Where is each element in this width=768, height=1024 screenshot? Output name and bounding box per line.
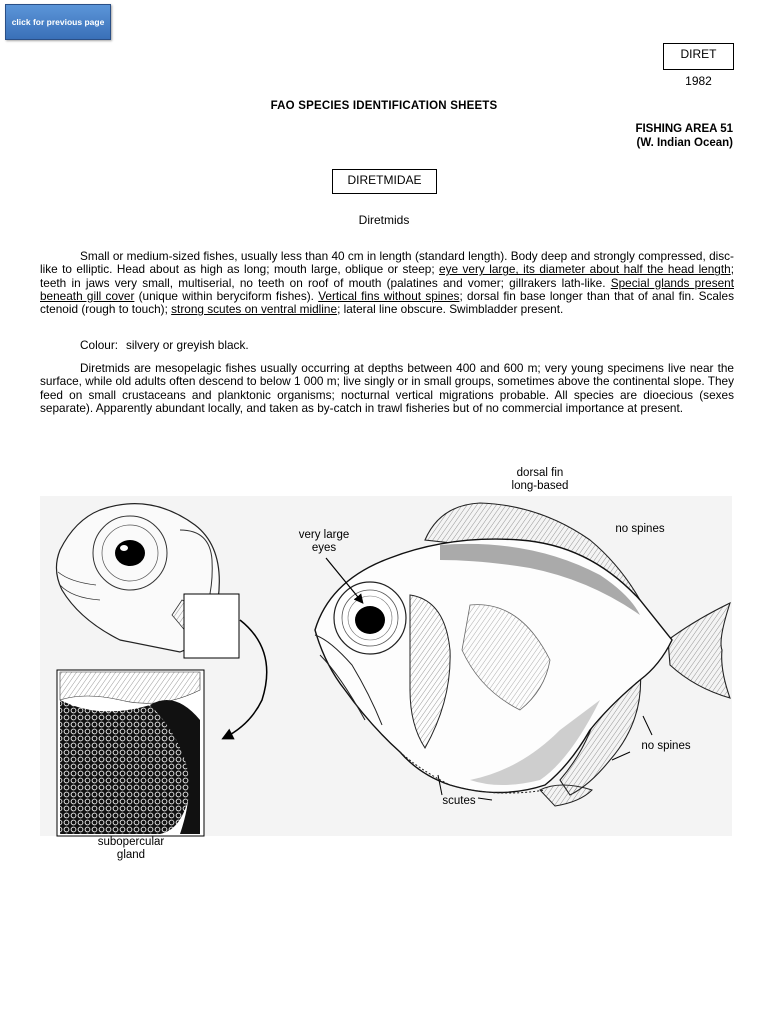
colour-label: Colour: bbox=[80, 338, 119, 352]
inset-marker-box bbox=[184, 594, 239, 658]
detail-eye-icon bbox=[115, 540, 145, 566]
common-name: Diretmids bbox=[358, 213, 410, 227]
gland-label-line1: subopercular bbox=[97, 836, 165, 848]
colour-value: silvery or greyish black. bbox=[126, 338, 249, 352]
dorsal-fin-label-line1: dorsal fin bbox=[516, 467, 564, 479]
eyes-label-line2: eyes bbox=[311, 541, 337, 554]
eyes-label bbox=[286, 529, 362, 554]
no-spines-label-anal: no spines bbox=[641, 740, 691, 752]
gland-label-line2: gland bbox=[116, 848, 146, 861]
sheet-year: 1982 bbox=[685, 74, 712, 88]
diag-underlined-3: Vertical fins without spines bbox=[318, 288, 460, 303]
fishing-area-name: FISHING AREA 51 bbox=[635, 123, 733, 135]
diag-underlined-2: Special glands present beneath gill cover bbox=[40, 275, 735, 303]
main-eye-icon bbox=[355, 606, 385, 634]
fishing-area-region: (W. Indian Ocean) bbox=[636, 137, 733, 149]
diag-text-1: Small or medium-sized fishes, usually less than 40 cm in length (standard length). Body deep and strongly compressed, disc-like to elliptic. Head about as high as long; mouth large, oblique or steep; bbox=[40, 249, 734, 277]
page-title: FAO SPECIES IDENTIFICATION SHEETS bbox=[270, 100, 498, 112]
dorsal-fin-label-line2: long-based bbox=[511, 479, 569, 492]
biology-text: Diretmids are mesopelagic fishes usually occurring at depths between 400 and 600 m; very young specimens live near the surface, while old adults often descend to below 1 000 m; live singly or in small groups, sometimes above the continental slope. They feed on small crustaceans and planktonic organisms; nocturnal vertical migrations probable. All species are dioecious (sexes separate). Apparently abundant locally, and taken as by-catch in trawl fisheries but of no commercial importance at present. bbox=[40, 361, 734, 415]
diag-text-5: ; lateral line obscure. Swimbladder present. bbox=[337, 302, 564, 317]
diag-text-3: (unique within beryciform fishes). bbox=[134, 288, 319, 303]
no-spines-label-dorsal: no spines bbox=[615, 523, 665, 535]
dorsal-fin-label bbox=[498, 467, 582, 492]
diag-underlined-4: strong scutes on ventral midline bbox=[171, 302, 338, 317]
subopercular-gland-drawing bbox=[57, 670, 204, 836]
diag-text-2: ; teeth in jaws very small, multiserial, no teeth on roof of mouth (palatines and vomer; gillrakers lath-like. bbox=[40, 262, 734, 290]
diag-underlined-1: eye very large, its diameter about half the head length bbox=[439, 262, 731, 277]
gland-label bbox=[82, 836, 180, 861]
scutes-label: scutes bbox=[442, 795, 476, 807]
previous-page-button[interactable]: click for previous page bbox=[5, 4, 111, 40]
eyes-label-line1: very large bbox=[298, 529, 350, 541]
family-name-box: DIRETMIDAE bbox=[332, 169, 437, 194]
sheet-code-box: DIRET bbox=[663, 43, 734, 70]
diag-text-4: ; dorsal fin base longer than that of anal fin. Scales ctenoid (rough to touch); bbox=[40, 288, 734, 317]
